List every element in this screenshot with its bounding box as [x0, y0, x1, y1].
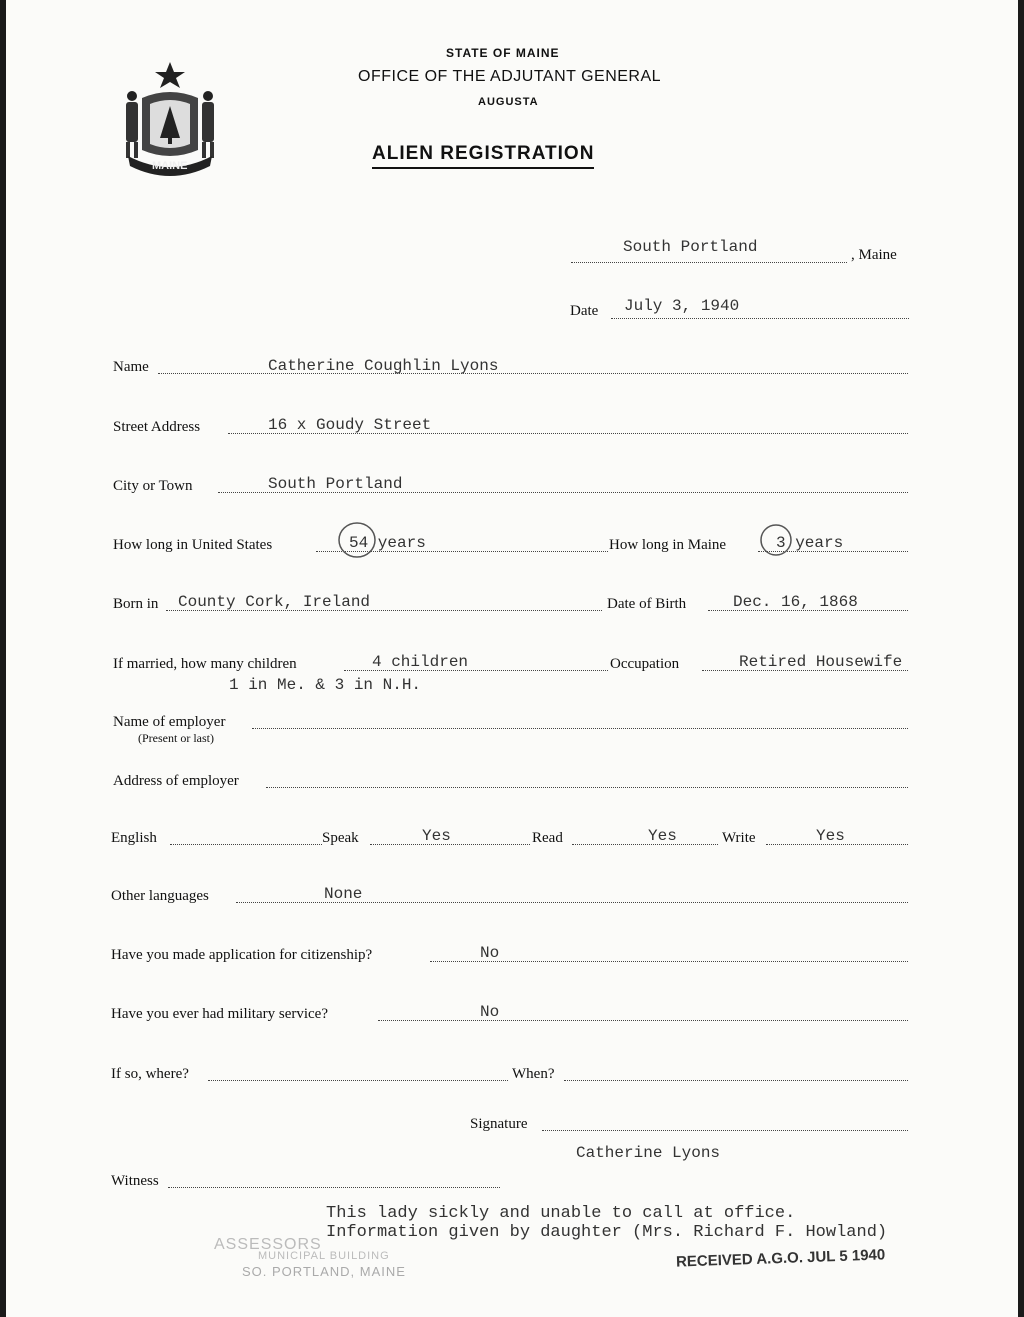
how-long-maine-value: 3 years: [776, 534, 844, 552]
born-in-label: Born in: [113, 596, 159, 612]
write-label: Write: [722, 830, 756, 846]
note-line-2: Information given by daughter (Mrs. Richard F. Howland): [326, 1223, 888, 1242]
name-label: Name: [113, 359, 149, 375]
city-value: South Portland: [268, 475, 403, 493]
where-label: If so, where?: [111, 1066, 189, 1082]
header-city: AUGUSTA: [478, 96, 539, 108]
witness-label: Witness: [111, 1173, 159, 1189]
speak-value: Yes: [422, 827, 451, 845]
citizenship-value: No: [480, 944, 500, 962]
location-value: South Portland: [623, 238, 758, 256]
other-languages-value: None: [324, 885, 363, 903]
military-label: Have you ever had military service?: [111, 1006, 328, 1022]
how-long-maine-label: How long in Maine: [609, 537, 727, 553]
assessors-stamp-line-1: ASSESSORS: [214, 1236, 322, 1253]
children-note: 1 in Me. & 3 in N.H.: [229, 676, 422, 694]
how-long-us-value: 54 years: [349, 534, 426, 552]
street-value: 16 x Goudy Street: [268, 416, 432, 434]
other-languages-label: Other languages: [111, 888, 209, 904]
signature-value: Catherine Lyons: [576, 1144, 721, 1162]
employer-label: Name of employer: [113, 714, 226, 730]
header-office: OFFICE OF THE ADJUTANT GENERAL: [358, 68, 662, 85]
registration-form: [6, 0, 1018, 1317]
how-long-us-label: How long in United States: [113, 537, 273, 553]
signature-label: Signature: [470, 1116, 528, 1132]
occupation-label: Occupation: [610, 656, 680, 672]
city-label: City or Town: [113, 478, 193, 494]
employer-sublabel: (Present or last): [138, 731, 214, 745]
when-label: When?: [512, 1066, 555, 1082]
military-value: No: [480, 1003, 500, 1021]
speak-label: Speak: [322, 830, 359, 846]
assessors-stamp-line-3: SO. PORTLAND, MAINE: [242, 1264, 406, 1279]
children-value: 4 children: [372, 653, 469, 671]
location-suffix: , Maine: [851, 247, 897, 263]
occupation-value: Retired Housewife: [739, 653, 903, 671]
birth-label: Date of Birth: [607, 596, 687, 612]
name-value: Catherine Coughlin Lyons: [268, 357, 499, 375]
note-line-1: This lady sickly and unable to call at office.: [326, 1204, 796, 1223]
seal-motto: MAINE: [152, 160, 188, 172]
header-state: STATE OF MAINE: [446, 46, 560, 60]
employer-address-label: Address of employer: [113, 773, 239, 789]
form-title: ALIEN REGISTRATION: [372, 143, 594, 169]
write-value: Yes: [816, 827, 845, 845]
street-label: Street Address: [113, 419, 201, 435]
read-label: Read: [532, 830, 563, 846]
citizenship-label: Have you made application for citizenship?: [111, 947, 373, 963]
children-label: If married, how many children: [113, 656, 297, 672]
date-value: July 3, 1940: [624, 297, 740, 315]
received-stamp: RECEIVED A.G.O. JUL 5 1940: [675, 1246, 886, 1271]
birth-value: Dec. 16, 1868: [733, 593, 858, 611]
date-label: Date: [570, 303, 599, 319]
english-label: English: [111, 830, 157, 846]
born-in-value: County Cork, Ireland: [178, 593, 371, 611]
assessors-stamp-line-2: MUNICIPAL BUILDING: [258, 1250, 390, 1262]
read-value: Yes: [648, 827, 677, 845]
